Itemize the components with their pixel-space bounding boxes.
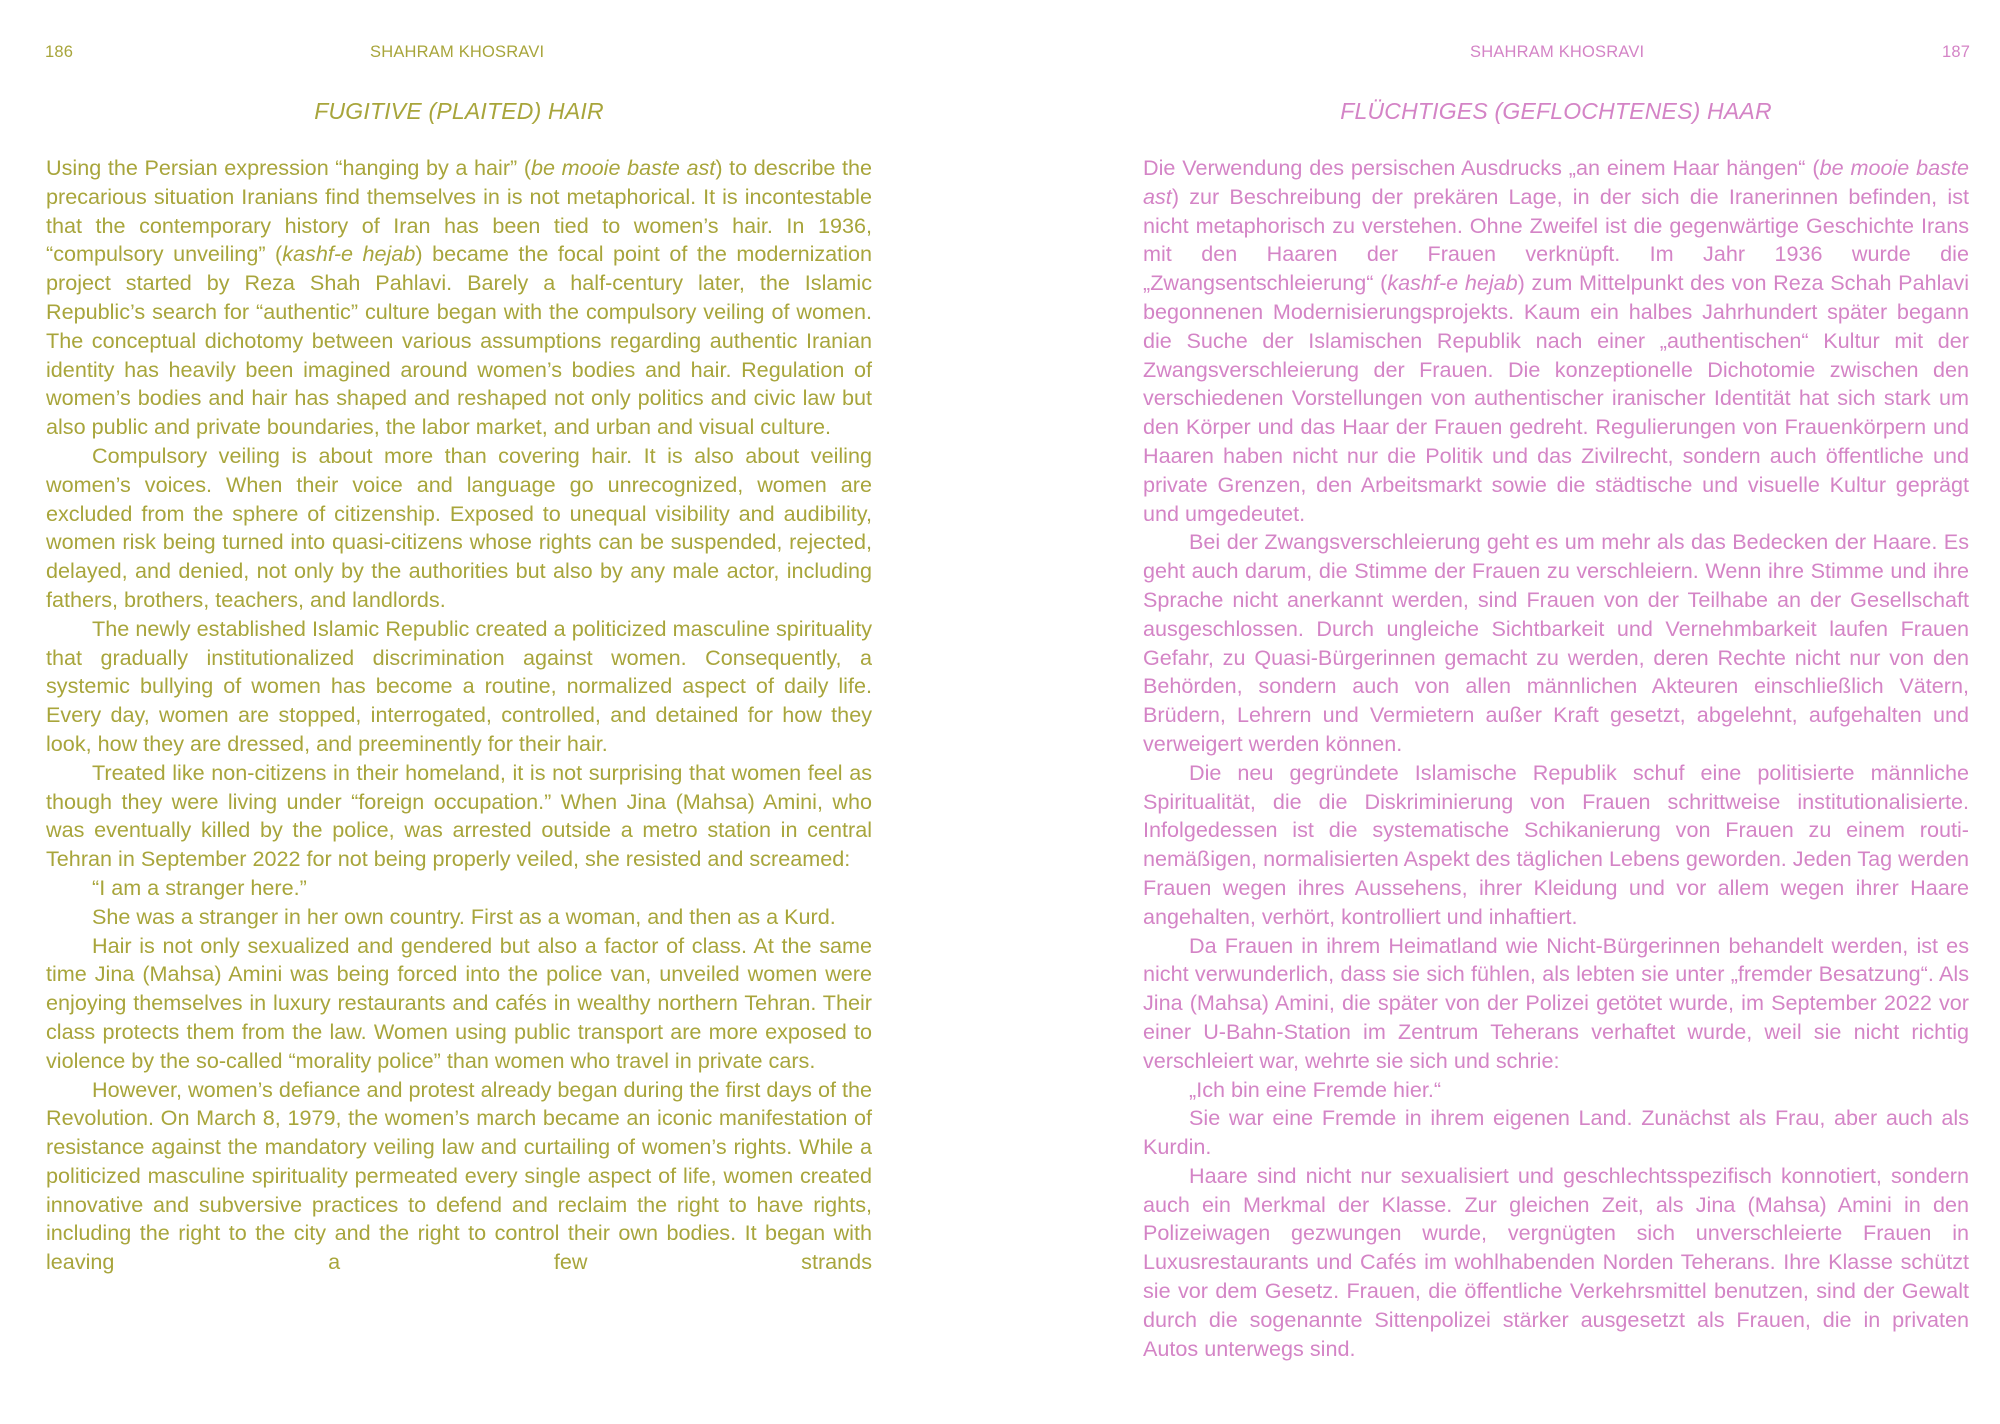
paragraph-right-6: Sie war eine Fremde in ihrem eigenen Land. Zunächst als Frau, aber auch als Kurdin. xyxy=(1143,1105,1969,1160)
paragraph-right-3: Die neu gegründete Islamische Republik schuf eine politisierte männliche Spiritualität, die die Diskriminierung von Frauen schrittweise institutionalisierte. Infolgedessen ist die systematische Schikanierung von Frauen zu einem routinemäßigen, normalisierten Aspekt des täglichen Lebens geworden. Jeden Tag werden Frauen wegen ihres Aussehens, ihrer Kleidung und vor allem wegen ihrer Haare angehalten, verhört, kontrolliert und inhaftiert. xyxy=(1143,759,1969,929)
paragraph-left-4: Treated like non-citizens in their homeland, it is not surprising that women feel as though they were living under “foreign occupation.” When Jina (Mahsa) Amini, who was eventually killed by the police, was arrested outside a metro station in central Tehran in September 2022 for not being properly veiled, she resisted and screamed: xyxy=(46,759,872,872)
italic-term: be mooie baste ast xyxy=(1143,155,1969,209)
body-text-left xyxy=(46,154,872,1277)
paragraph-left-2: Compulsory veiling is about more than covering hair. It is also about veiling women’s voices. When their voice and language go unrecognized, women are excluded from the sphere of citizenship. Exposed to unequal visibility and audibility, women risk being turned into quasi-citizens whose rights can be suspended, rejected, delayed, and denied, not only by the authorities but also by any male actor, including fathers, brothers, teachers, and landlords. xyxy=(46,442,872,612)
chapter-title-right: FLÜCHTIGES (GEFLOCHTENES) HAAR xyxy=(1340,98,1772,124)
running-head-left: SHAHRAM KHOSRAVI xyxy=(370,43,545,61)
paragraph-left-3: The newly established Islamic Republic created a politicized masculine spirituality that gradually institutionalized discrimination against women. Consequently, a systemic bullying of women has become a routine, normalized aspect of daily life. Every day, women are stopped, interrogated, controlled, and detained for how they look, how they are dressed, and preeminently for their hair. xyxy=(46,615,872,756)
quote-left: “I am a stranger here.” xyxy=(92,874,307,900)
paragraph-right-4: Da Frauen in ihrem Heimatland wie Nicht-Bürgerinnen behandelt werden, ist es nicht verwunderlich, dass sie sich fühlen, als lebten sie unter „fremder Besatzung“. Als Jina (Mahsa) Amini, die später von der Polizei getötet wurde, im September 2022 vor einer U-Bahn-Station im Zentrum Teherans verhaftet wurde, weil sie nicht richtig verschleiert war, wehrte sie sich und schrie: xyxy=(1143,932,1969,1073)
italic-term: be mooie baste ast xyxy=(531,155,716,180)
page-number-right: 187 xyxy=(1942,43,1971,61)
paragraph-left-1: Using the Persian expression “hanging by a hair” (be mooie baste ast) to describe the precarious situation Iranians find themselves in is not metaphorical. It is incontestable that the contemporary history of Iran has been tied to women’s hair. In 1936, “compulsory unveiling” (kashf-e hejab) became the focal point of the modernization project started by Reza Shah Pahlavi. Barely a half-century later, the Islamic Republic’s search for “authentic” culture began with the compulsory veiling of women. The conceptual dichotomy between various assumptions regarding authentic Iranian identity has heavily been imagined around women’s bodies and hair. Regulation of women’s bodies and hair has shaped and reshaped not only politics and civic law but also public and private boundaries, the labor market, and urban and visual culture. xyxy=(46,155,872,440)
page-number-left: 186 xyxy=(45,43,74,61)
italic-term: kashf-e hejab xyxy=(1387,270,1518,296)
quote-right: „Ich bin eine Fremde hier.“ xyxy=(1189,1076,1442,1102)
paragraph-left-8: However, women’s defiance and protest already began during the first days of the Revolution. On March 8, 1979, the women’s march became an iconic manifestation of resistance against the mandatory veiling law and curtailing of women’s rights. While a politicized masculine spirituality permeated every single aspect of life, women created innovative and subversive practices to defend and reclaim the right to have rights, including the right to the city and the right to control their own bodies. It began with leaving a few strands xyxy=(46,1076,872,1275)
paragraph-right-7: Haare sind nicht nur sexualisiert und geschlechtsspezifisch konnotiert, sondern auch ein Merkmal der Klasse. Zur gleichen Zeit, als Jina (Mahsa) Amini in den Polizeiwagen gezwungen wurde, vergnügten sich unverschleierte Frauen in Luxusrestaurants und Cafés im wohlhabenden Norden Teherans. Ihre Klasse schützt sie vor dem Gesetz. Frauen, die öffentliche Verkehrsmittel benutzen, sind der Gewalt durch die sogenannte Sittenpolizei stärker ausgesetzt als Frauen, die in privaten Autos unterwegs sind. xyxy=(1143,1162,1969,1361)
paragraph-right-2: Bei der Zwangsverschleierung geht es um mehr als das Bedecken der Haare. Es geht auch darum, die Stimme der Frauen zu verschleiern. Wenn ihre Stimme und ihre Sprache nicht anerkannt werden, sind Frauen von der Teilhabe an der Gesellschaft ausgeschlossen. Durch ungleiche Sichtbarkeit und Vernehmbarkeit laufen Frauen Gefahr, zu Quasi-Bürgerinnen gemacht zu werden, deren Rechte nicht nur von den Behörden, sondern auch von allen männlichen Akteuren einschließlich Vätern, Brüdern, Lehrern und Vermietern außer Kraft gesetzt, abgelehnt, aufgehalten und verweigert werden können. xyxy=(1143,529,1969,756)
running-head-right: SHAHRAM KHOSRAVI xyxy=(1470,43,1645,61)
right-page xyxy=(1000,0,2000,1424)
paragraph-left-6: She was a stranger in her own country. First as a woman, and then as a Kurd. xyxy=(92,903,836,929)
paragraph-right-1: Die Verwendung des persischen Ausdrucks „an einem Haar hängen“ (be mooie baste ast) zur Beschreibung der prekären Lage, in der sich die Iranerinnen befinden, ist nicht metaphorisch zu verstehen. Ohne Zweifel ist die gegenwärtige Geschichte Irans mit den Haaren der Frauen verknüpft. Im Jahr 1936 wurde die „Zwangsentschleierung“ (kashf-e hejab) zum Mittelpunkt des von Reza Schah Pahlavi begonnenen Modernisierungsprojekts. Kaum ein halbes Jahrhundert später begann die Suche der Islamischen Republik nach einer „authentischen“ Kultur mit der Zwangsverschleierung der Frauen. Die konzeptionelle Dichotomie zwischen den verschiedenen Vorstellungen von authentischer iranischer Identität hat sich stark um den Körper und das Haar der Frauen gedreht. Regulierungen von Frauenkörpern und Haaren haben nicht nur die Politik und das Zivilrecht, sondern auch öffentliche und private Grenzen, den Arbeitsmarkt sowie die städtische und visuelle Kultur geprägt und umgedeutet. xyxy=(1143,155,1969,526)
body-text-right xyxy=(1143,154,1969,1363)
italic-term: kashf-e hejab xyxy=(282,241,416,267)
chapter-title-left: FUGITIVE (PLAITED) HAIR xyxy=(314,98,604,124)
paragraph-left-7: Hair is not only sexualized and gendered but also a factor of class. At the same time Jina (Mahsa) Amini was being forced into the police van, unveiled women were enjoying themselves in luxury restaurants and cafés in wealthy northern Tehran. Their class protects them from the law. Women using public transport are more exposed to violence by the so-called “morality police” than women who travel in private cars. xyxy=(46,932,872,1073)
